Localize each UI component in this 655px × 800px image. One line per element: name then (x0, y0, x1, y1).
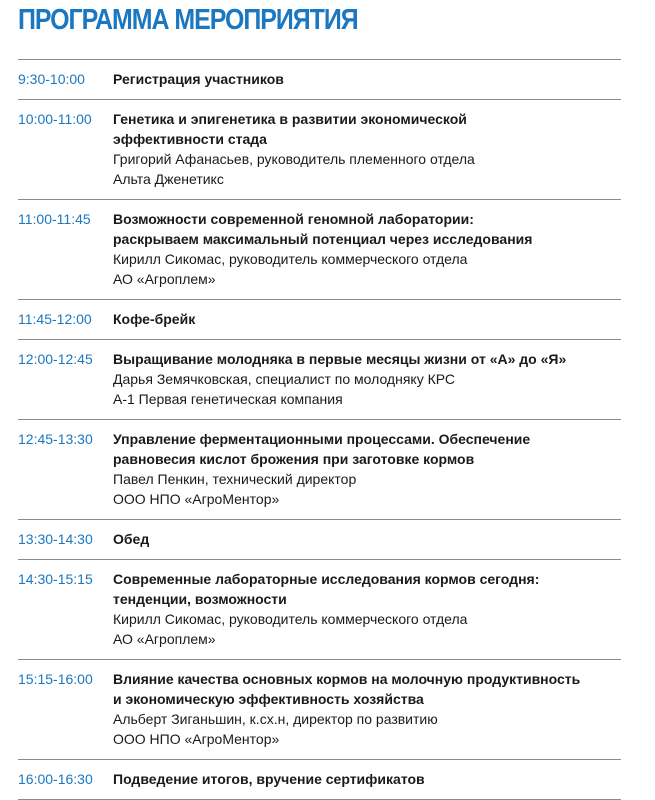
program-time: 9:30-10:00 (18, 71, 85, 87)
program-content (113, 209, 621, 289)
program-content (113, 109, 621, 189)
program-row (18, 519, 621, 559)
program-time: 12:00-12:45 (18, 351, 93, 367)
program-speaker-line: Павел Пенкин, технический директор (113, 471, 357, 487)
program-content (113, 529, 621, 549)
program-content (113, 429, 621, 509)
program-content (113, 69, 621, 89)
program-topic-line: Обед (113, 531, 150, 547)
program-content (113, 569, 621, 649)
program-topic-line: Генетика и эпигенетика в развитии экономической (113, 111, 467, 127)
program-speaker-line: ООО НПО «АгроМентор» (113, 731, 280, 747)
program-speaker-line: ООО НПО «АгроМентор» (113, 491, 280, 507)
program-content (113, 309, 621, 329)
program-speaker-line: А-1 Первая генетическая компания (113, 391, 343, 407)
program-row (18, 659, 621, 759)
program-topic-line: Подведение итогов, вручение сертификатов (113, 771, 425, 787)
program-time: 13:30-14:30 (18, 531, 93, 547)
program-row (18, 299, 621, 339)
program-speaker-line: Григорий Афанасьев, руководитель племенного отдела (113, 151, 475, 167)
program-time: 11:00-11:45 (18, 211, 91, 227)
program-topic-line: Управление ферментационными процессами. Обеспечение (113, 431, 531, 447)
program-time: 11:45-12:00 (18, 311, 92, 327)
program-row (18, 59, 621, 99)
program-topic-line: Выращивание молодняка в первые месяцы жизни от «А» до «Я» (113, 351, 567, 367)
program-speaker-line: Альберт Зиганьшин, к.сх.н, директор по развитию (113, 711, 438, 727)
program-topic-line: раскрываем максимальный потенциал через исследования (113, 231, 533, 247)
program-row (18, 759, 621, 800)
program-time: 15:15-16:00 (18, 671, 93, 687)
program-row (18, 199, 621, 299)
program-row (18, 339, 621, 419)
program-time: 16:00-16:30 (18, 771, 93, 787)
program-time: 10:00-11:00 (18, 111, 92, 127)
page-title: ПРОГРАММА МЕРОПРИЯТИЯ (18, 4, 358, 36)
program-time: 12:45-13:30 (18, 431, 93, 447)
program-topic-line: равновесия кислот брожения при заготовке кормов (113, 451, 475, 467)
program-content (113, 669, 621, 749)
program-speaker-line: Кирилл Сикомас, руководитель коммерческого отдела (113, 251, 468, 267)
program-time: 14:30-15:15 (18, 571, 93, 587)
program-speaker-line: АО «Агроплем» (113, 631, 216, 647)
program-content (113, 349, 621, 409)
program-row (18, 419, 621, 519)
program-topic-line: Возможности современной геномной лаборатории: (113, 211, 474, 227)
program-list (18, 59, 621, 800)
program-speaker-line: Альта Дженетикс (113, 171, 224, 187)
program-speaker-line: АО «Агроплем» (113, 271, 216, 287)
program-row (18, 559, 621, 659)
program-topic-line: эффективности стада (113, 131, 267, 147)
program-content (113, 769, 621, 789)
program-topic-line: Кофе-брейк (113, 311, 196, 327)
program-row (18, 99, 621, 199)
program-topic-line: и экономическую эффективность хозяйства (113, 691, 424, 707)
program-topic-line: Современные лабораторные исследования кормов сегодня: (113, 571, 540, 587)
program-speaker-line: Кирилл Сикомас, руководитель коммерческого отдела (113, 611, 468, 627)
program-topic-line: Регистрация участников (113, 71, 284, 87)
program-topic-line: тенденции, возможности (113, 591, 287, 607)
program-speaker-line: Дарья Земячковская, специалист по молодняку КРС (113, 371, 456, 387)
program-topic-line: Влияние качества основных кормов на молочную продуктивность (113, 671, 581, 687)
